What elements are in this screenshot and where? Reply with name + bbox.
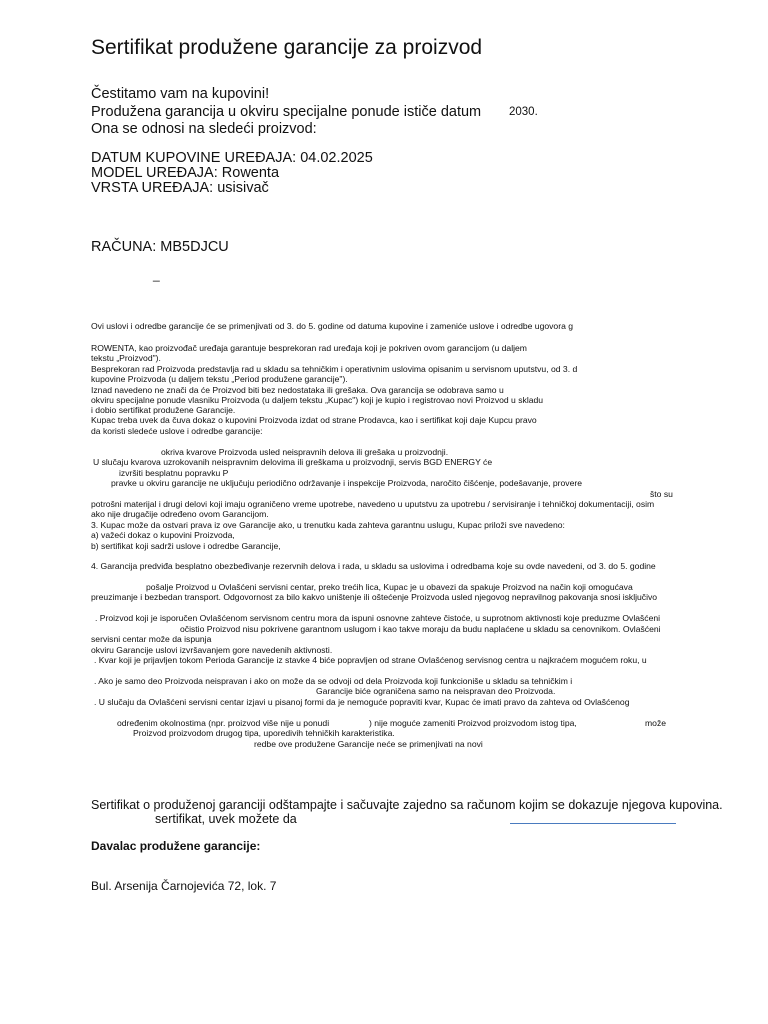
terms-line: pošalje Proizvod u Ovlašćeni servisni centar, preko trećih lica, Kupac je u obavezi da spakuje Proizvod na način koji omogućava [146,582,633,592]
terms-line: Garancije biće ograničena samo na neispravan deo Proizvoda. [316,686,556,696]
terms-line: 3. Kupac može da ostvari prava iz ove Garancije ako, u trenutku kada zahteva garantnu uslugu, Kupac priloži sve navedeno: [91,520,565,530]
terms-line: i dobio sertifikat produžene Garancije. [91,405,236,415]
intro-congrats: Čestitamo vam na kupovini! [91,86,270,102]
footer-certificate-note: sertifikat, uvek možete da [155,812,297,826]
device-model: MODEL UREĐAJA: Rowenta [91,165,280,181]
terms-line: okviru Garancije uslovi izvršavanjem gore navedenih aktivnosti. [91,645,333,655]
terms-line: b) sertifikat koji sadrži uslove i odredbe Garancije, [91,541,281,551]
terms-line: da koristi sledeće uslove i odredbe garancije: [91,426,263,436]
terms-line: U slučaju kvarova uzrokovanih neispravnim delovima ili greškama u proizvodnji, servis BGD ENERGY će [93,457,493,467]
issuer-address: Bul. Arsenija Čarnojevića 72, lok. 7 [91,879,277,893]
terms-line: ako nije drugačije određeno ovom Garancijom. [91,509,269,519]
terms-line: potrošni materijal i drugi delovi koji imaju ograničeno vreme upotrebe, navedeno u uputstvu za upotrebu / servisiranje i tehničkoj dokumentaciji, osim [91,499,655,509]
terms-line: a) važeći dokaz o kupovini Proizvoda, [91,530,235,540]
terms-line: . U slučaju da Ovlašćeni servisni centar izjavi u pisanoj formi da je nemoguće popraviti kvar, Kupac će imati pravo da zahteva od Ovlašćenog [94,697,630,707]
footer-print-note: Sertifikat o produženoj garanciji odštampajte i sačuvajte zajedno sa računom kojim se dokazuje njegova kupovina. [91,798,723,812]
terms-line: Ovi uslovi i odredbe garancije će se primenjivati od 3. do 5. godine od datuma kupovine i zameniće uslove i odredbe ugovora g [91,321,574,331]
terms-line: . Proizvod koji je isporučen Ovlašćenom servisnom centru mora da ispuni osnovne zahteve čistoće, u suprotnom aktivnosti koje preduzme Ovlašćeni [95,613,661,623]
terms-line: kupovine Proizvoda (u daljem tekstu „Period produžene garancije"). [91,374,348,384]
device-type: VRSTA UREĐAJA: usisivač [91,180,269,196]
terms-line: što su [650,489,673,499]
terms-line: izvršiti besplatnu popravku P [119,468,229,478]
terms-line: servisni centar može da ispunja [91,634,212,644]
receipt-number: RAČUNA: MB5DJCU [91,239,229,255]
terms-line: određenim okolnostima (npr. proizvod više nije u ponudi [117,718,330,728]
terms-line: Proizvod proizvodom drugog tipa, uporedivih tehničkih karakteristika. [133,728,395,738]
terms-line: okriva kvarove Proizvoda usled neispravnih delova ili grešaka u proizvodnji. [161,447,449,457]
page-title: Sertifikat produžene garancije za proizvod [91,36,483,59]
dash-mark: _ [153,268,160,282]
intro-product: Ona se odnosi na sledeći proizvod: [91,121,317,137]
terms-line: pravke u okviru garancije ne uključuju periodično održavanje i inspekcije Proizvoda, naročito čišćenje, podešavanje, provere [111,478,583,488]
terms-line: može [645,718,667,728]
terms-line: okviru specijalne ponude vlasniku Proizvoda (u daljem tekstu „Kupac") koji je kupio i registrovao novi Proizvod u skladu [91,395,544,405]
terms-line: tekstu „Proizvod"). [91,353,161,363]
issuer-label: Davalac produžene garancije: [91,839,261,853]
terms-line: ) nije moguće zameniti Proizvod proizvodom istog tipa, [369,718,577,728]
terms-line: . Kvar koji je prijavljen tokom Perioda Garancije iz stavke 4 biće popravljen od strane Ovlašćenog servisnog centra u najkraćem mogućem roku, u [94,655,647,665]
terms-line: očistio Proizvod nisu pokrivene garantnom uslugom i kao takve moraju da budu naplaćene u skladu sa cenovnikom. Ovlašćeni [180,624,661,634]
terms-line: . Ako je samo deo Proizvoda neispravan i ako on može da se odvoji od dela Proizvoda koji funkcioniše u skladu sa tehničkim i [94,676,573,686]
terms-line: 4. Garancija predviđa besplatno obezbeđivanje rezervnih delova i rada, u skladu sa uslovima i odredbama koje su ovde navedeni, od 3. do 5. godine [91,561,656,571]
intro-expiry: Produžena garancija u okviru specijalne ponude ističe datum [91,104,482,120]
intro-expiry-year: 2030. [509,106,538,118]
purchase-date: DATUM KUPOVINE UREĐAJA: 04.02.2025 [91,150,373,166]
terms-line: redbe ove produžene Garancije neće se primenjivati na novi [254,739,483,749]
footer-link[interactable] [510,823,676,824]
terms-line: preuzimanje i bezbedan transport. Odgovornost za bilo kakvo uništenje ili oštećenje Proizvoda usled njegovog nepravilnog pakovanja snosi isključivo [91,592,658,602]
terms-line: Besprekoran rad Proizvoda predstavlja rad u skladu sa tehničkim i operativnim uslovima opisanim u servisnom uputstvu, od 3. d [91,364,578,374]
terms-line: ROWENTA, kao proizvođač uređaja garantuje besprekoran rad uređaja koji je pokriven ovom garancijom (u daljem [91,343,527,353]
terms-line: Kupac treba uvek da čuva dokaz o kupovini Proizvoda izdat od strane Prodavca, kao i sertifikat koji daje Kupcu pravo [91,415,537,425]
terms-line: Iznad navedeno ne znači da će Proizvod biti bez nedostataka ili grešaka. Ova garancija se odobrava samo u [91,385,504,395]
